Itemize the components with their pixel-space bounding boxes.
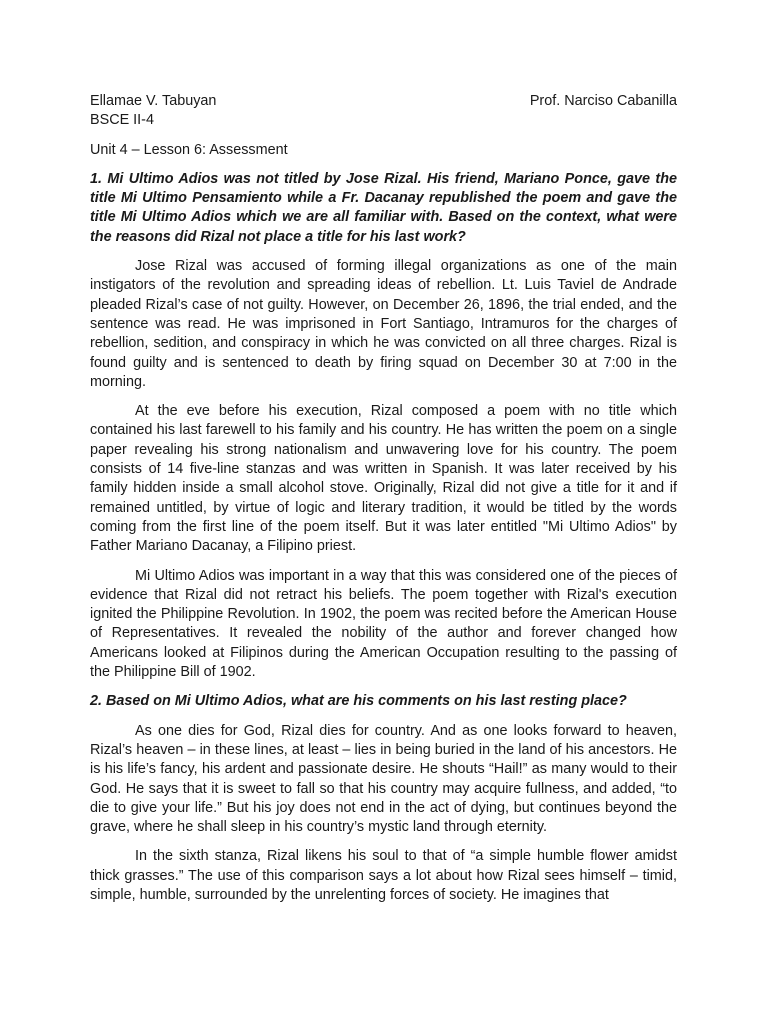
answer-1-paragraph-3: Mi Ultimo Adios was important in a way that this was considered one of the pieces of evidence that Rizal did not retract his beliefs. The poem together with Rizal's execution ignited the Philippine Revolution. In 1902, the poem was recited before the American House of Representatives. It revealed the nobility of the author and forever changed how Americans looked at Filipinos during the American Occupation resulting to the passing of the Philippine Bill of 1902. xyxy=(90,567,677,681)
lesson-title: Unit 4 – Lesson 6: Assessment xyxy=(90,141,288,158)
header-row xyxy=(90,92,677,111)
question-2: 2. Based on Mi Ultimo Adios, what are his comments on his last resting place? xyxy=(90,693,627,710)
answer-2-paragraph-2: In the sixth stanza, Rizal likens his soul to that of “a simple humble flower amidst thick grasses.” The use of this comparison says a lot about how Rizal sees himself – timid, simple, humble, surrounded by the unrelenting forces of society. He imagines that xyxy=(90,848,677,903)
question-1: 1. Mi Ultimo Adios was not titled by Jose Rizal. His friend, Mariano Ponce, gave the title Mi Ultimo Pensamiento while a Fr. Dacanay republished the poem and gave the title Mi Ultimo Adios which we are all familiar with. Based on the context, what were the reasons did Rizal not place a title for his last work? xyxy=(90,170,677,245)
document-page xyxy=(90,92,677,905)
answer-1-paragraph-2: At the eve before his execution, Rizal composed a poem with no title which contained his last farewell to his family and his country. He has written the poem on a single paper revealing his strong nationalism and unwavering love for his country. The poem consists of 14 five-line stanzas and was written in Spanish. It was later received by his family hidden inside a small alcohol stove. Originally, Rizal did not give a title for it and if remained untitled, by virtue of logic and literary tradition, it would be titled by the words coming from the first line of the poem itself. But it was later entitled "Mi Ultimo Adios" by Father Mariano Dacanay, a Filipino priest. xyxy=(90,403,677,555)
student-name: Ellamae V. Tabuyan xyxy=(90,93,217,109)
student-section: BSCE II-4 xyxy=(90,112,154,129)
answer-1-paragraph-1: Jose Rizal was accused of forming illegal organizations as one of the main instigators of the revolution and spreading ideas of rebellion. Lt. Luis Taviel de Andrade pleaded Rizal’s case of not guilty. However, on December 26, 1896, the trial ended, and the sentence was read. He was imprisoned in Fort Santiago, Intramuros for the charges of rebellion, sedition, and conspiracy in which he was convicted on all three charges. Rizal is found guilty and is sentenced to death by firing squad on December 30 at 7:00 in the morning. xyxy=(90,258,677,390)
professor-name: Prof. Narciso Cabanilla xyxy=(529,93,677,109)
answer-2-paragraph-1: As one dies for God, Rizal dies for country. And as one looks forward to heaven, Rizal’s heaven – in these lines, at least – lies in being buried in the land of his ancestors. He is his life’s fancy, his ardent and passionate desire. He shouts “Hail!” as many would to their God. He says that it is sweet to fall so that his country may acquire fullness, and added, “to die to give your life.” But his joy does not end in the act of dying, but continues beyond the grave, where he shall sleep in his country’s mystic land through eternity. xyxy=(90,722,677,836)
